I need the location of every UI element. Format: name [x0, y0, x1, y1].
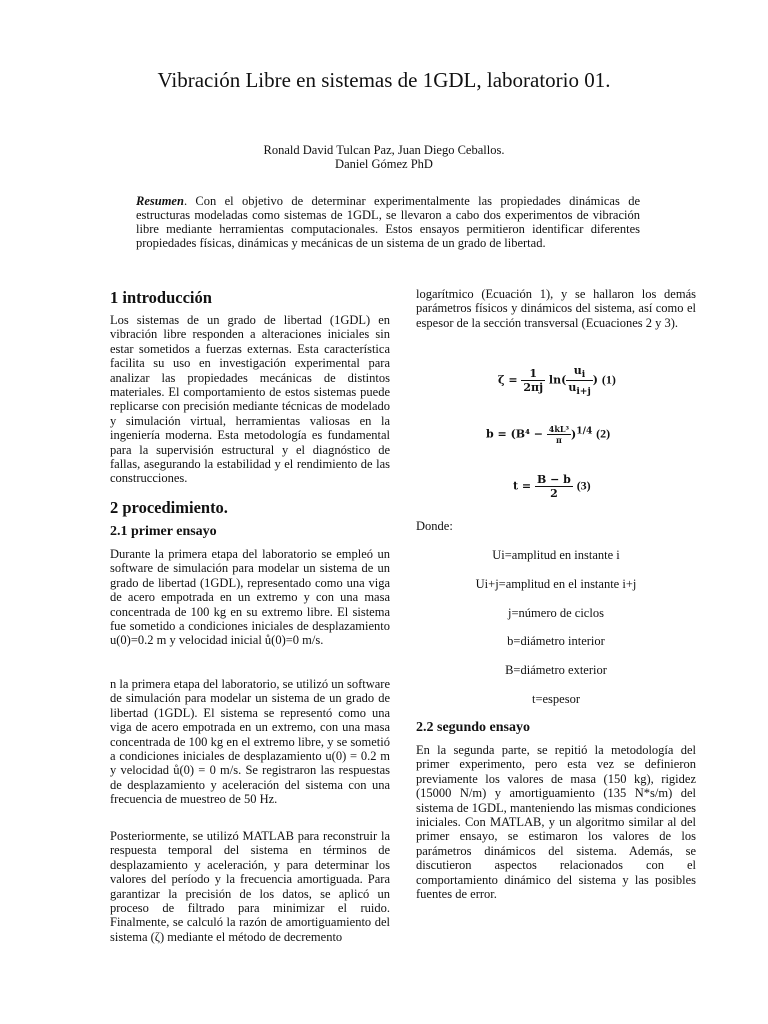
- equation-3: t = $\frac{B - b}{2}$ (3): [513, 473, 591, 500]
- abstract: [136, 194, 640, 250]
- primer-ensayo-paragraph-2: n la primera etapa del laboratorio, se utilizó un software de simulación para modelar un sistema de un grado de libertad (1GDL). El sistema se representó como una viga de acero empotrada en un extremo, con una masa concentrada de 100 kg en el extremo libre, y se sometió a condiciones iniciales de desplazamiento u(0) = 0.2 m y velocidad ů(0) = 0 m/s. Se registraron las respuestas de desplazamiento y aceleración del sistema con una frecuencia de muestreo de 50 Hz.: [110, 677, 390, 807]
- donde-label-block: [416, 519, 696, 533]
- decremento-paragraph: logarítmico (Ecuación 1), y se hallaron los demás parámetros físicos y dinámicos del sistema, así como el espesor de la sección transversal (Ecuaciones 2 y 3).: [416, 287, 696, 330]
- author-block: [0, 143, 768, 171]
- subsection-heading-segundo-ensayo: 2.2 segundo ensayo: [416, 720, 530, 735]
- equation-2-number: (2): [596, 426, 611, 441]
- segundo-ensayo-block: [416, 743, 696, 901]
- paper-title: Vibración Libre en sistemas de 1GDL, laboratorio 01.: [157, 68, 611, 92]
- primer-ensayo-paragraph-3-block: [110, 829, 390, 944]
- subsection-heading-primer-ensayo: 2.1 primer ensayo: [110, 524, 217, 539]
- definition-b-interior: b=diámetro interior: [507, 634, 605, 648]
- equation-3-number: (3): [576, 478, 591, 493]
- equation-2: b = (B⁴ − $\frac{\text{4kL³}}{\pi}$ )$^{1/4}$ (2): [486, 424, 611, 445]
- primer-ensayo-paragraph-2-block: [110, 677, 390, 807]
- authors-line-2: Daniel Gómez PhD: [335, 157, 433, 171]
- section-heading-introduccion: 1 introducción: [110, 288, 212, 307]
- intro-paragraph-block: [110, 313, 390, 486]
- authors-line-1: Ronald David Tulcan Paz, Juan Diego Ceballos.: [263, 143, 505, 157]
- primer-ensayo-paragraph-3: Posteriormente, se utilizó MATLAB para reconstruir la respuesta temporal del sistema en términos de desplazamiento y aceleración, y para determinar los valores del período y la frecuencia amortiguada. Para garantizar la precisión de los datos, se aplicó un proceso de filtrado para minimizar el ruido. Finalmente, se calculó la razón de amortiguamiento del sistema (ζ) mediante el método de decremento: [110, 829, 390, 944]
- definition-j: j=número de ciclos: [508, 606, 604, 620]
- section-heading-procedimiento: 2 procedimiento.: [110, 498, 228, 517]
- definition-t: t=espesor: [531, 692, 580, 706]
- equation-1-number: (1): [601, 372, 616, 387]
- definition-uij: Ui+j=amplitud en el instante i+j: [475, 577, 637, 591]
- abstract-text: . Con el objetivo de determinar experimentalmente las propiedades dinámicas de estructuras modeladas como sistemas de 1GDL, se llevaron a cabo dos experimentos de vibración libre mediante herramientas computacionales. Estos ensayos permitieron identificar diferentes propiedades físicas, dinámicas y mecánicas de un sistema de un grado de libertad.: [136, 194, 640, 250]
- equation-1: ζ = $\frac{1}{2\pi j}$ ln( $\frac{u_i}{u_{i+j}}$ ) (1): [498, 364, 616, 398]
- primer-ensayo-paragraph-1: Durante la primera etapa del laboratorio se empleó un software de simulación para modelar un sistema de un grado de libertad (1GDL), representado como una viga de acero empotrada en un extremo y con una masa concentrada de 100 kg en su extremo libre. El sistema fue sometido a condiciones iniciales de desplazamiento u(0)=0.2 m y velocidad inicial ů(0)=0 m/s.: [110, 547, 390, 648]
- definition-b-exterior: B=diámetro exterior: [505, 663, 607, 677]
- abstract-label: Resumen: [136, 194, 184, 208]
- primer-ensayo-paragraph-1-block: [110, 547, 390, 648]
- definition-ui: Ui=amplitud en instante i: [492, 548, 620, 562]
- right-paragraph-block: [416, 287, 696, 330]
- donde-label: Donde:: [416, 519, 453, 533]
- intro-paragraph: Los sistemas de un grado de libertad (1GDL) en vibración libre responden a alteraciones iniciales sin estar sometidos a fuerzas externas. Esta característica facilita su uso en investigación experimental para analizar las propiedades mecánicas de distintos materiales. El comportamiento de estos sistemas puede replicarse con precisión mediante técnicas de modelado y simulación virtual, herramientas valiosas en la ingeniería moderna. Esta metodología es fundamental para la supervisión estructural y el diagnóstico de fallas, asegurando la estabilidad y el rendimiento de las construcciones.: [110, 313, 390, 486]
- segundo-ensayo-paragraph: En la segunda parte, se repitió la metodología del primer experimento, pero esta vez se definieron previamente los valores de masa (150 kg), rigidez (15000 N/m) y amortiguamiento (135 N*s/m) del sistema de 1GDL, manteniendo las mismas condiciones iniciales. Con MATLAB, y un algoritmo similar al del primer ensayo, se estimaron los valores de los parámetros dinámicos del sistema. Además, se discutieron aspectos relacionados con el comportamiento dinámico del sistema y las posibles fuentes de error.: [416, 743, 696, 902]
